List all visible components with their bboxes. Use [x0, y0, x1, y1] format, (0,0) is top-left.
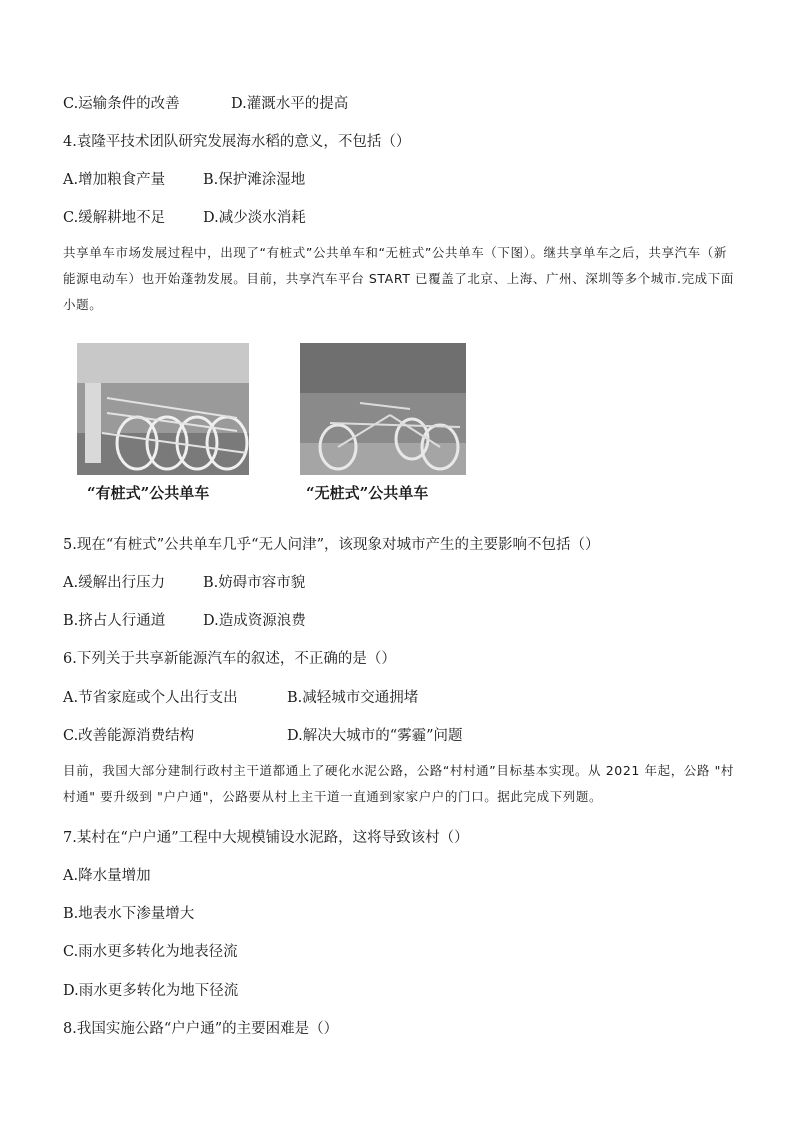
q6-option-b: B.减轻城市交通拥堵 [287, 690, 419, 706]
q7-option-c: C.雨水更多转化为地表径流 [63, 944, 238, 960]
passage-bike-sharing: 共享单车市场发展过程中，出现了“有桩式”公共单车和“无桩式”公共单车（下图）。继共享单车之后，共享汽车（新能源电动车）也开始蓬勃发展。目前，共享汽车平台 START 已覆盖了北京、上海、广州、深圳等多个城市.完成下面小题。 [63, 245, 734, 312]
q3-option-c: C.运输条件的改善 [63, 96, 180, 112]
q4-option-c: C.缓解耕地不足 [63, 210, 166, 226]
q6-option-a: A.节省家庭或个人出行支出 [63, 690, 238, 706]
q7-option-b: B.地表水下渗量增大 [63, 906, 195, 922]
q5-option-b: B.妨碍市容市貌 [203, 575, 306, 591]
q7-stem: 7.某村在“户户通”工程中大规模铺设水泥路，这将导致该村（） [63, 830, 469, 846]
q5-stem: 5.现在“有桩式”公共单车几乎“无人问津”，该现象对城市产生的主要影响不包括（） [63, 537, 600, 553]
q5-option-d: D.造成资源浪费 [203, 613, 306, 629]
q4-option-a: A.增加粮食产量 [63, 172, 166, 188]
q4-option-b: B.保护滩涂湿地 [203, 172, 306, 188]
q7-option-d: D.雨水更多转化为地下径流 [63, 983, 239, 999]
q4-option-d: D.减少淡水消耗 [203, 210, 306, 226]
q6-stem: 6.下列关于共享新能源汽车的叙述，不正确的是（） [63, 651, 396, 667]
q3-option-d: D.灌溉水平的提高 [231, 96, 349, 112]
q8-stem: 8.我国实施公路“户户通”的主要困难是（） [63, 1021, 339, 1037]
docked-bike-photo [77, 343, 249, 475]
q7-option-a: A.降水量增加 [63, 868, 151, 884]
q6-option-c: C.改善能源消费结构 [63, 728, 195, 744]
passage-rural-roads: 目前，我国大部分建制行政村主干道都通上了硬化水泥公路，公路“村村通”目标基本实现。从 2021 年起，公路 "村村通" 要升级到 "户户通"，公路要从村上主干道一直通到家家户户的门口。据此完成下列题。 [63, 763, 735, 804]
q4-stem: 4.袁隆平技术团队研究发展海水稻的意义，不包括（） [63, 134, 411, 150]
q5-option-c: B.挤占人行通道 [63, 613, 166, 629]
docked-bike-caption: “有桩式”公共单车 [87, 484, 210, 502]
q5-option-a: A.缓解出行压力 [63, 575, 166, 591]
dockless-bike-caption: “无桩式”公共单车 [306, 484, 429, 502]
q6-option-d: D.解决大城市的“雾霾”问题 [287, 728, 463, 744]
dockless-bike-photo [300, 343, 466, 475]
